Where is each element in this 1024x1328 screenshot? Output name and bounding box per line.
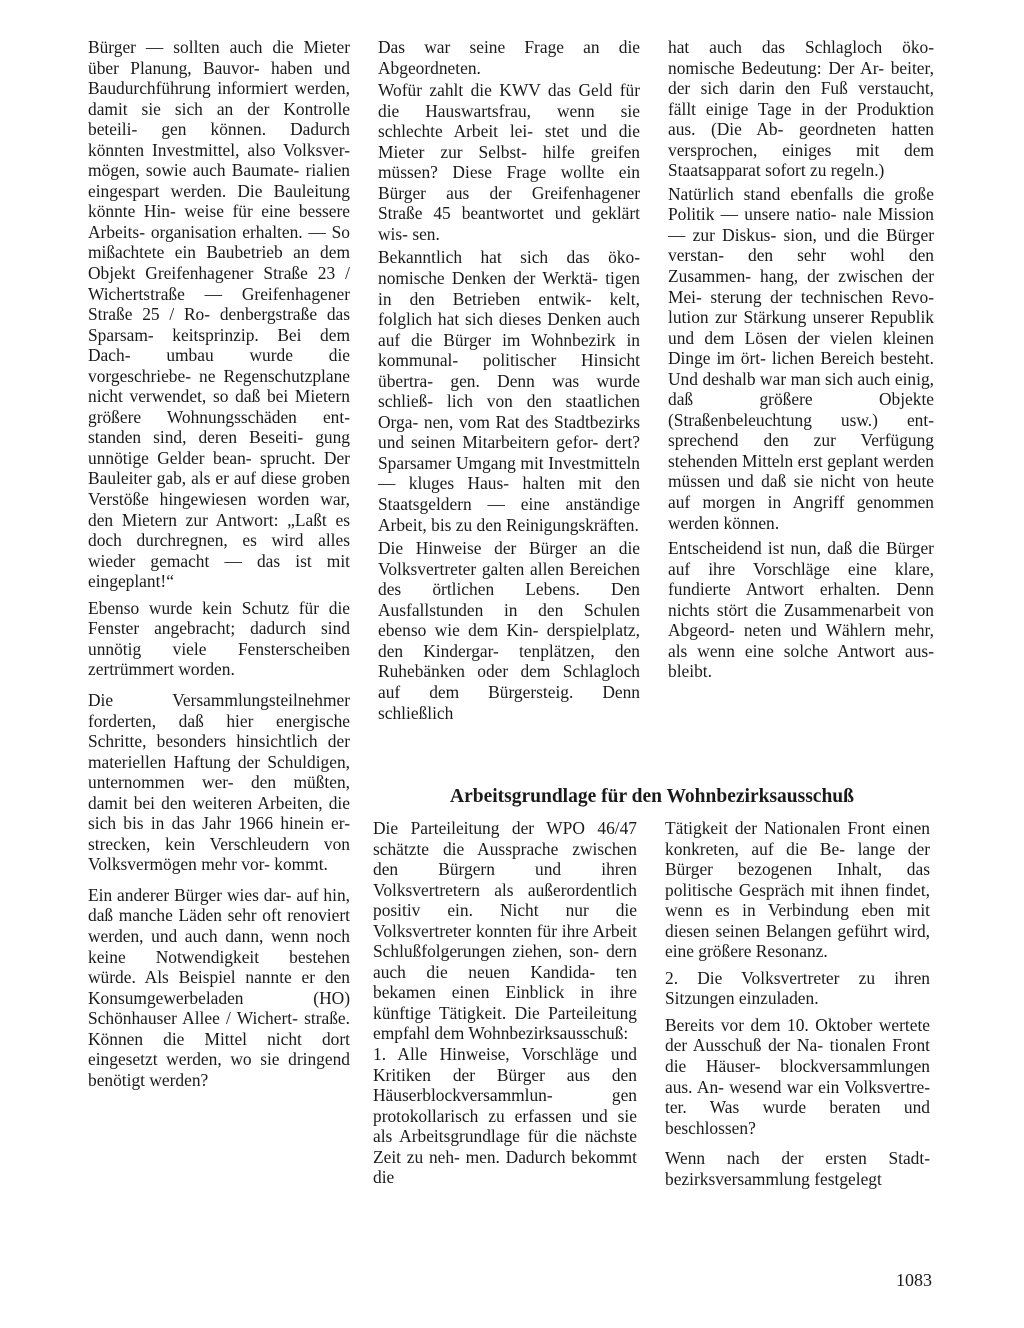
paragraph	[668, 538, 934, 682]
text-line: verstaucht, fällt einige Tage in	[668, 78, 934, 119]
text-line: Frage wollte ein Bürger aus	[378, 162, 640, 203]
text-line: werden müssen und daß sie	[668, 450, 934, 492]
text-line: Greifenhagener Straße 25 / Ro-	[88, 283, 350, 325]
text-line: erhalten. Denn nichts stört die	[668, 579, 934, 620]
text-line: würde. Als Beispiel nannte er	[88, 967, 316, 988]
text-line: Bürger auf ihre Vorschläge	[668, 538, 934, 579]
text-line: 46/47 schätzte die Aussprache	[373, 818, 637, 859]
text-line: Bekanntlich hat sich das öko-	[378, 247, 640, 268]
text-line: sofort zu regeln.)	[765, 160, 885, 181]
text-line: und seinen Mitarbeitern gefor-	[378, 432, 599, 453]
text-line: oder dem Schlagloch auf dem	[378, 661, 640, 702]
text-line: Wohnbezirksausschuß:	[468, 1023, 629, 1044]
text-line: einiges mit dem Staatsapparat	[668, 139, 934, 181]
text-line: gen protokollarisch zu erfassen	[373, 1085, 637, 1126]
text-line: gen. Denn was wurde schließ-	[378, 370, 640, 412]
text-line: worden.	[178, 659, 235, 680]
text-line: Wofür zahlt die KWV das	[378, 80, 572, 101]
text-line: deshalb war man sich auch	[702, 368, 891, 389]
text-line: neten und Wählern mehr, als	[668, 620, 934, 661]
text-line: Die Parteileitung der WPO	[373, 818, 585, 838]
text-line: für die nächste Zeit zu neh-	[373, 1126, 637, 1167]
text-line: Abgeordneten.	[378, 57, 481, 78]
text-line: rialien eingespart werden.	[88, 160, 350, 201]
text-line: für die Fenster angebracht;	[88, 597, 350, 639]
text-line: eine klare, fundierte Antwort	[668, 558, 934, 600]
text-line: Mieter über Planung, Bauvor-	[88, 37, 350, 78]
text-line: mögen, sowie auch Baumate-	[88, 160, 300, 181]
text-line: blockversammlungen aus. An-	[665, 1056, 930, 1097]
text-line: Schönhauser Allee / Wichert-	[88, 1008, 298, 1029]
text-line: Verbindung eben mit diesen	[665, 900, 930, 941]
text-line: Ein anderer Bürger wies dar-	[88, 884, 292, 905]
text-line: und auch dann, wenn noch	[151, 925, 350, 946]
text-line: organisation erhalten. — So	[150, 221, 350, 242]
paragraph	[665, 1148, 930, 1189]
text-line: außerordentlich positiv ein.	[373, 879, 637, 921]
text-line: Sitzungen einzuladen.	[665, 988, 819, 1009]
text-line: Die Versammlungsteilnehmer	[88, 689, 350, 710]
text-line: lichen Bereich besteht. Und	[668, 348, 934, 389]
text-line: mißachtete ein Baubetrieb an	[88, 242, 310, 263]
text-line: nen, vom Rat des Stadtbezirks	[423, 411, 640, 432]
text-line: Die Bauleitung könnte Hin-	[88, 180, 350, 222]
text-line: Fensterscheiben zertrümmert	[88, 638, 350, 680]
text-line: wenn eine solche Antwort aus-	[697, 640, 934, 661]
text-line: tenplätzen, den Ruhebänken	[378, 640, 640, 682]
text-line: (Straßenbeleuchtung usw.) ent-	[668, 409, 934, 430]
text-line: verwendet, so daß bei Mietern	[129, 386, 350, 407]
text-line: wenn sie schlechte Arbeit lei-	[378, 100, 640, 142]
text-line: lange der Bürger bezogenen	[665, 838, 930, 880]
text-line: nicht von heute auf morgen in	[668, 471, 934, 513]
text-line: doch durchregnen, es wird	[88, 530, 304, 551]
paragraph	[378, 538, 640, 723]
text-line: denbergstraße das Sparsam-	[88, 304, 350, 345]
paragraph	[88, 37, 350, 592]
text-line: hingewiesen worden war, den	[88, 489, 350, 530]
text-line: Entscheidend ist nun, daß die	[668, 538, 880, 559]
text-line: kommt.	[274, 854, 328, 875]
text-line: beschlossen?	[665, 1117, 756, 1138]
paragraph	[665, 818, 930, 962]
text-line: zwischen den Bürgern und	[373, 838, 637, 880]
text-line: der Greifenhagener Straße 45	[378, 182, 640, 224]
text-line: Bereichen des örtlichen Lebens.	[378, 558, 640, 600]
text-column-4	[373, 818, 637, 1188]
text-line: Das war seine Frage an die	[378, 37, 640, 57]
text-line: informiert werden, damit sie	[88, 78, 350, 119]
text-line: größere Wohnungsschäden ent-	[88, 406, 350, 427]
text-line: der materiellen Haftung der	[88, 731, 350, 772]
text-line: men. Dadurch bekommt die	[373, 1146, 637, 1188]
text-line: auf hin, daß manche Läden	[88, 884, 350, 926]
text-line: dort eingesetzt werden, wo sie	[88, 1028, 350, 1070]
text-line: Natürlich stand ebenfalls die	[668, 183, 885, 204]
text-line: halten mit den Staatsgeldern	[378, 473, 640, 515]
text-line: lich von den staatlichen Orga-	[378, 391, 640, 432]
paragraph	[373, 1044, 637, 1188]
text-line: zu den Reinigungskräften.	[455, 514, 639, 535]
text-line: mit ihnen findet, wenn es in	[665, 879, 930, 921]
text-line: haben und Baudurchführung	[88, 57, 350, 99]
text-line: einen konkreten, auf die Be-	[665, 818, 930, 859]
text-line: sehr oft renoviert werden,	[88, 905, 350, 946]
text-line: Schritte, besonders hinsichtlich	[88, 731, 318, 752]
text-line: Zusammenarbeit von Abgeord-	[668, 599, 934, 641]
paragraph	[378, 80, 640, 244]
paragraph	[665, 1015, 930, 1138]
text-line: Bürger — sollten auch die	[88, 37, 294, 57]
text-line: kelt, folglich hat sich dieses	[378, 288, 640, 330]
text-line: stet und die Mieter zur Selbst-	[378, 121, 640, 162]
text-line: vielen kleinen Dinge im ört-	[668, 327, 935, 369]
text-line: Bereits vor dem 10. Oktober	[665, 1014, 873, 1035]
text-line: weise für eine bessere Arbeits-	[88, 201, 350, 242]
text-line: ihren Volksvertretern als	[373, 859, 637, 900]
text-line: gen können. Dadurch könnten	[88, 119, 350, 160]
text-line: sterung der technischen Revo-	[710, 286, 934, 307]
text-line: können.	[723, 512, 780, 533]
text-line: keine Notwendigkeit bestehen	[88, 946, 350, 967]
text-line: Geld für die Hauswartsfrau,	[378, 80, 640, 121]
text-line: Denken auch auf die Bürger	[378, 309, 640, 350]
section-heading: Arbeitsgrundlage für den Wohnbezirksausschuß	[450, 786, 854, 807]
text-line: den müßten, damit bei den	[88, 772, 350, 813]
text-line: ne Regenschutzplane nicht	[88, 365, 350, 407]
text-line: Den Ausfallstunden in den	[378, 579, 640, 620]
text-line: bezirksversammlung festgelegt	[665, 1168, 882, 1189]
text-line: beiter, der sich darin den Fuß	[668, 57, 934, 99]
text-line: er auf diese groben Verstöße	[88, 468, 350, 510]
text-line: Investmittel, also Volksver-	[152, 139, 350, 160]
text-line: ter. Was wurde beraten und	[665, 1097, 930, 1118]
text-line: wesend war ein Volksvertre-	[729, 1076, 931, 1097]
text-line: Nicht nur die Volksvertreter	[373, 900, 637, 941]
text-line: umbau wurde die vorgeschriebe-	[88, 345, 350, 386]
text-line: — eine anständige Arbeit, bis	[378, 494, 640, 535]
text-column-3	[668, 37, 934, 682]
text-line: Schulen ebenso wie dem Kin-	[378, 599, 640, 641]
text-line: mit eingeplant!“	[88, 550, 350, 592]
page-number: 1083	[896, 1270, 932, 1290]
text-line: große Politik — unsere natio-	[668, 183, 934, 225]
text-line: sich an der Kontrolle beteili-	[88, 98, 351, 140]
text-line: hilfe greifen müssen? Diese	[378, 141, 640, 183]
paragraph	[88, 885, 350, 1090]
paragraph	[668, 184, 934, 533]
text-line: Investmitteln — kluges Haus-	[378, 452, 640, 494]
text-line: ten bekamen einen Einblick	[373, 961, 637, 1003]
text-line: 1. Alle Hinweise, Vorschläge	[373, 1044, 599, 1065]
text-line: Parteileitung empfahl dem	[373, 1002, 637, 1044]
text-line: sprechend den zur Verfügung	[668, 430, 934, 451]
text-line: seinen Belangen geführt wird,	[715, 920, 930, 941]
text-line: standen sind, deren Beseiti-	[88, 427, 304, 448]
text-line: und Kritiken der Bürger aus	[373, 1044, 637, 1085]
text-line: hang, der zwischen der Mei-	[668, 266, 934, 307]
paragraph	[373, 818, 637, 1044]
text-line: eine größere Resonanz.	[665, 941, 828, 962]
text-line: sen.	[412, 223, 440, 244]
text-line: Schuldigen, unternommen wer-	[88, 751, 350, 793]
text-line: den sehr wohl den Zusammen-	[668, 245, 934, 287]
text-line: Straße 23 / Wichertstraße —	[88, 263, 350, 304]
text-line: alles wieder gemacht — das ist	[88, 530, 350, 571]
text-column-2	[378, 37, 640, 723]
text-line: konnten für ihre Arbeit	[475, 920, 637, 941]
text-line: tigen in den Betrieben entwik-	[378, 268, 640, 309]
text-line: stehenden Mitteln erst geplant	[668, 450, 879, 471]
text-line: in ihre künftige Tätigkeit. Die	[373, 982, 637, 1023]
text-line: tionalen Front die Häuser-	[665, 1035, 930, 1077]
text-line: hat auch das Schlagloch öko-	[668, 37, 934, 57]
text-line: Inhalt, das politische Gespräch	[665, 859, 930, 900]
text-line: Tätigkeit der Nationalen Front	[665, 818, 886, 838]
text-line: weiteren Arbeiten, die sich bis	[88, 792, 350, 834]
text-line: den Häuserblockversammlun-	[373, 1064, 637, 1106]
text-line: dern auch die neuen Kandida-	[373, 941, 637, 982]
text-line: dert? Sparsamer Umgang mit	[378, 432, 640, 473]
text-line: Republik und dem Lösen der	[668, 307, 934, 348]
text-line: Ebenso wurde kein Schutz	[88, 597, 290, 618]
text-line: von Volksvermögen mehr vor-	[88, 833, 350, 875]
text-line: beantwortet und geklärt wis-	[378, 203, 640, 244]
paragraph	[378, 247, 640, 535]
text-line: den Konsumgewerbeladen (HO)	[88, 967, 350, 1008]
text-line: Mietern zur Antwort: „Laßt es	[121, 509, 350, 530]
text-line: bleibt.	[668, 661, 712, 682]
text-column-1	[88, 37, 350, 1090]
text-line: einig, daß größere Objekte	[668, 368, 934, 410]
text-line: nale Mission — zur Diskus-	[668, 204, 934, 245]
text-line: nomische Bedeutung: Der Ar-	[668, 57, 884, 78]
paragraph	[88, 690, 350, 875]
text-line: und sie als Arbeitsgrundlage	[373, 1105, 637, 1147]
text-line: der Produktion aus. (Die Ab-	[668, 98, 935, 140]
text-line: Wenn nach der ersten Stadt-	[665, 1148, 930, 1169]
text-column-5	[665, 818, 930, 1189]
text-line: wertete der Ausschuß der Na-	[665, 1014, 930, 1056]
text-line: Bürgersteig. Denn schließlich	[378, 681, 640, 723]
text-line: keitsprinzip. Bei dem Dach-	[88, 324, 350, 366]
text-line: lution zur Stärkung unserer	[668, 307, 864, 328]
text-line: politischer Hinsicht übertra-	[378, 350, 640, 391]
text-line: sprucht. Der Bauleiter gab, als	[88, 447, 350, 489]
text-line: Schlußfolgerungen ziehen, son-	[373, 941, 600, 962]
text-line: sion, und die Bürger verstan-	[668, 224, 934, 266]
paragraph	[668, 37, 934, 181]
text-line: die Volksvertreter galten allen	[378, 538, 640, 579]
text-line: Angriff genommen werden	[668, 492, 934, 533]
text-line: strecken, kein Verschleudern	[88, 833, 310, 854]
paragraph	[665, 968, 930, 1009]
text-line: 2. Die Volksvertreter zu ihren	[665, 967, 930, 988]
text-line: nomische Denken der Werktä-	[378, 268, 598, 289]
text-line: in das Jahr 1966 hinein er-	[150, 813, 351, 834]
text-line: straße. Können die Mittel nicht	[88, 1008, 350, 1049]
text-line: derspielplatz, den Kindergar-	[378, 620, 640, 661]
text-line: forderten, daß hier energische	[88, 710, 350, 731]
text-line: dringend benötigt werden?	[88, 1049, 350, 1090]
text-line: geordneten hatten versprochen,	[668, 119, 934, 160]
paragraph	[378, 37, 640, 78]
text-line: dem Objekt Greifenhagener	[88, 242, 350, 284]
text-line: dadurch sind unnötig viele	[88, 618, 350, 659]
text-line: gung unnötige Gelder bean-	[88, 427, 350, 468]
paragraph	[88, 598, 350, 680]
text-line: im Wohnbezirk in kommunal-	[378, 329, 640, 371]
text-line: Die Hinweise der Bürger an	[378, 538, 607, 559]
